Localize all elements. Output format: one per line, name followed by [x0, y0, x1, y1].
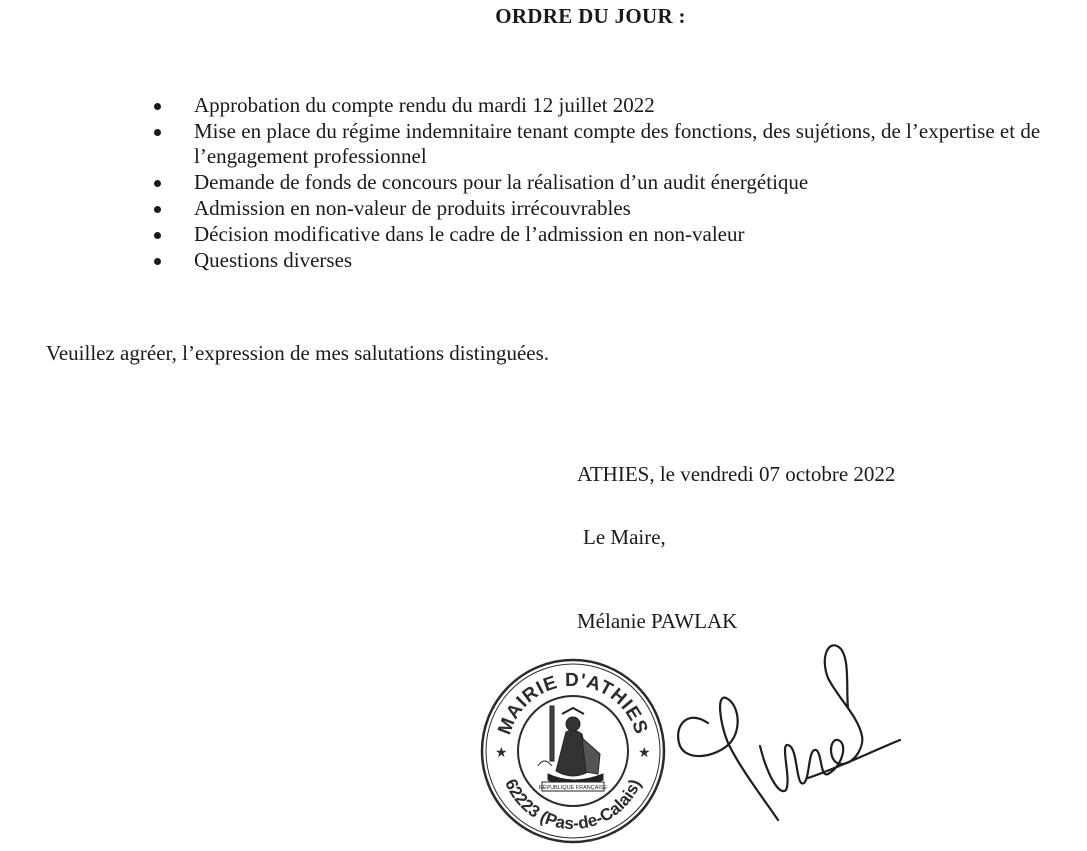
seal-star-icon: ★: [638, 745, 651, 761]
agenda-item: Demande de fonds de concours pour la réalisation d’un audit énergétique: [152, 170, 1057, 195]
agenda-item: Décision modificative dans le cadre de l’admission en non-valeur: [152, 222, 1057, 247]
agenda-item: Mise en place du régime indemnitaire tenant compte des fonctions, des sujétions, de l’expertise et de l’engagement professionnel: [152, 119, 1057, 168]
seal-star-icon: ★: [495, 745, 508, 761]
closing-salutation: Veuillez agréer, l’expression de mes salutations distinguées.: [46, 341, 550, 365]
bullet-dot-icon: [154, 206, 161, 213]
agenda-item: Questions diverses: [152, 248, 1057, 273]
official-seal-icon: [478, 656, 668, 846]
agenda-list: [152, 93, 1057, 274]
bullet-dot-icon: [154, 129, 161, 136]
signer-name: Mélanie PAWLAK: [577, 609, 738, 633]
agenda-item: Admission en non-valeur de produits irrécouvrables: [152, 196, 1057, 221]
place-and-date: ATHIES, le vendredi 07 octobre 2022: [577, 462, 896, 486]
bullet-dot-icon: [154, 232, 161, 239]
seal-bottom-text: 62223 (Pas-de-Calais): [501, 776, 645, 834]
signer-role: Le Maire,: [583, 525, 666, 549]
bullet-dot-icon: [154, 258, 161, 265]
agenda-heading: ORDRE DU JOUR :: [495, 4, 686, 28]
agenda-item: Approbation du compte rendu du mardi 12 juillet 2022: [152, 93, 1057, 118]
bullet-dot-icon: [154, 180, 161, 187]
seal-inner-text: RÉPUBLIQUE FRANÇAISE: [538, 785, 608, 791]
seal-top-text: MAIRIE D'ATHIES: [494, 669, 652, 738]
bullet-dot-icon: [154, 103, 161, 110]
handwritten-signature-icon: [668, 628, 908, 828]
